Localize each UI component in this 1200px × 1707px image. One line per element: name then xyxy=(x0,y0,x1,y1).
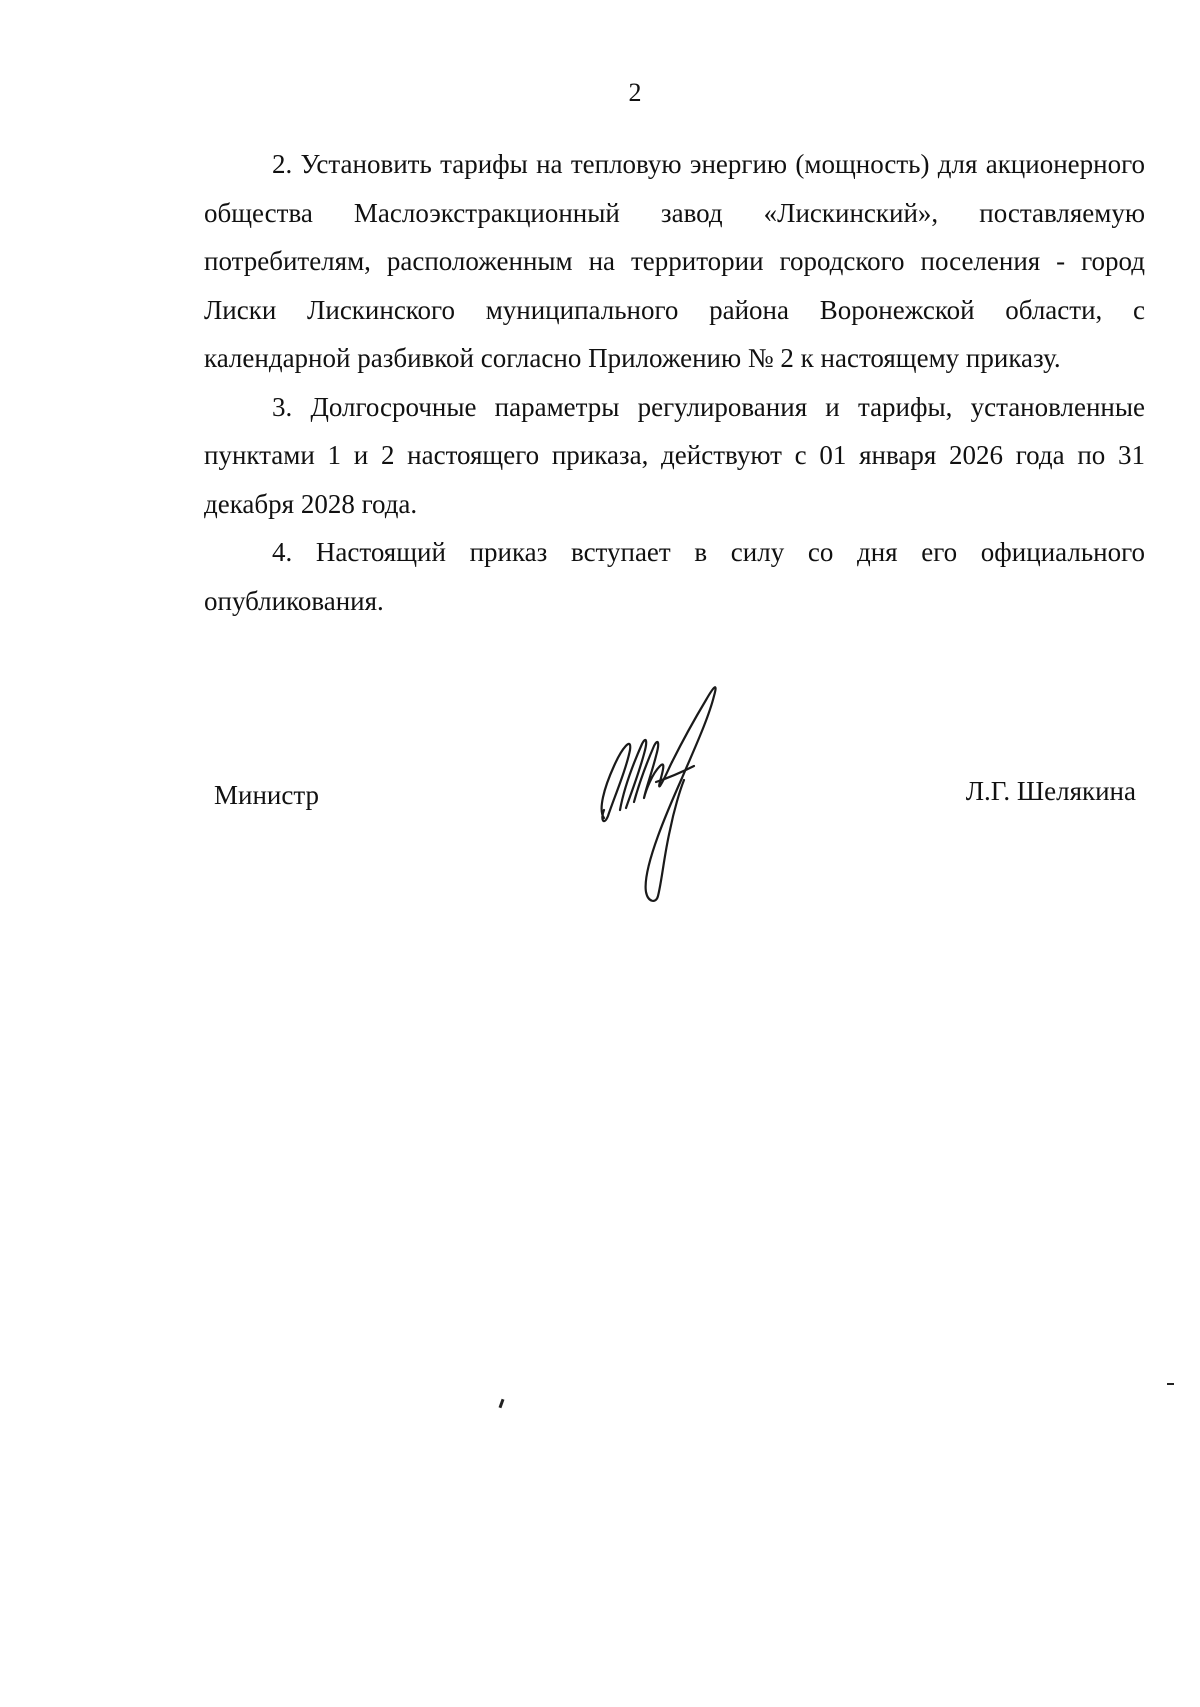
handwritten-signature xyxy=(590,670,760,910)
paragraph-3: 3. Долгосрочные параметры регулирования и тарифы, установленные пунктами 1 и 2 настоящего приказа, действуют с 01 января 2026 года по 31 декабря 2028 года. xyxy=(204,391,1145,519)
document-body xyxy=(204,140,1145,625)
page-number: 2 xyxy=(628,78,642,107)
paragraph-2: 2. Установить тарифы на тепловую энергию (мощность) для акционерного общества Маслоэкстракционный завод «Лискинский», поставляемую потребителям, расположенным на территории городского поселения - город Лиски Лискинского муниципального района Воронежской области, с календарной разбивкой согласно Приложению № 2 к настоящему приказу. xyxy=(204,149,1145,373)
signer-name: Л.Г. Шелякина xyxy=(965,776,1136,806)
stray-mark xyxy=(499,1399,505,1408)
stray-mark xyxy=(1167,1383,1174,1385)
paragraph-4: 4. Настоящий приказ вступает в силу со дня его официального опубликования. xyxy=(204,537,1145,616)
signer-title: Министр xyxy=(214,780,319,810)
